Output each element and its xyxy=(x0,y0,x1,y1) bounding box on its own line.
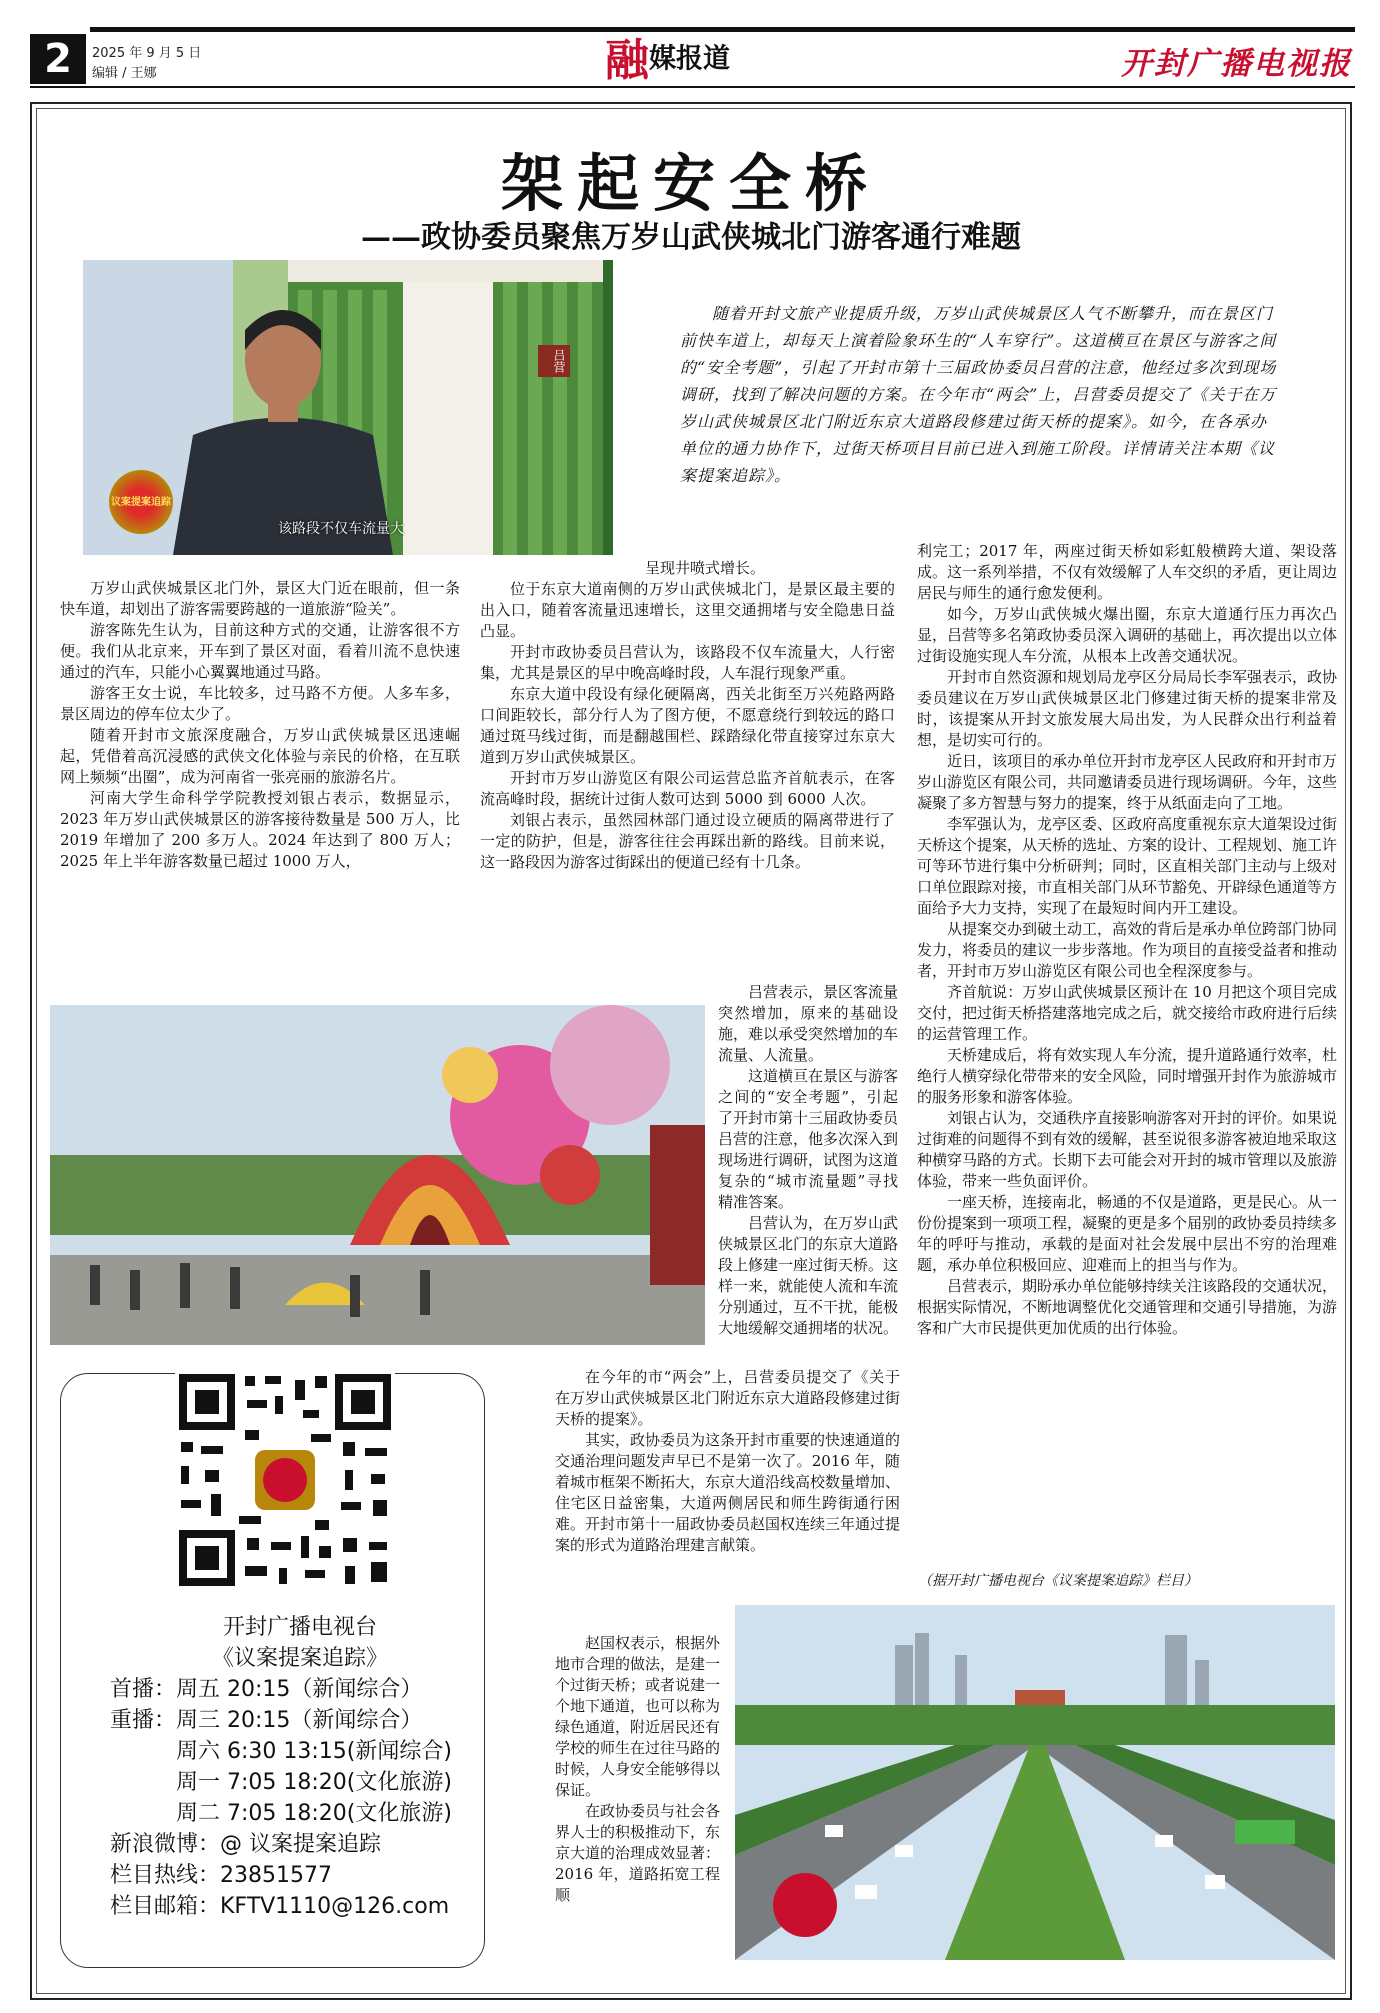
column-title xyxy=(605,24,765,86)
header-rule-bottom xyxy=(30,86,1355,88)
portrait-photo xyxy=(83,260,613,555)
paragraph: 呈现井喷式增长。 xyxy=(645,559,766,577)
editor-credit: 编辑 / 王娜 xyxy=(92,66,157,81)
issue-date: 2025 年 9 月 5 日 xyxy=(92,46,202,61)
paragraph: 一座天桥，连接南北，畅通的不仅是道路，更是民心。从一份份提案到一项项工程，凝聚的更是多个届别的政协委员持续多年的呼吁与推动，承载的是面对社会发展中层出不穷的治理难题，承办单位积极回应、迎难而上的担当与作为。 xyxy=(917,1193,1338,1274)
paragraph: 从提案交办到破土动工，高效的背后是承办单位跨部门协同发力，将委员的建议一步步落地。作为项目的直接受益者和推动者，开封市万岁山游览区有限公司也全程深度参与。 xyxy=(917,920,1338,980)
paragraph: 吕营认为，在万岁山武侠城景区北门的东京大道路段上修建一座过街天桥。这样一来，就能使人流和车流分别通过，互不干扰，能极大地缓解交通拥堵的状况。 xyxy=(718,1214,899,1337)
source-credit: （据开封广播电视台《议案提案追踪》栏目） xyxy=(918,1573,1198,1589)
subheadline: ——政协委员聚焦万岁山武侠城北门游客通行难题 xyxy=(361,220,1021,255)
road-photo-art xyxy=(735,1605,1335,1960)
paragraph: 利完工；2017 年，两座过街天桥如彩虹般横跨大道、架设落成。这一系列举措，不仅有效缓解了人车交织的矛盾，更让周边居民与师生的通行愈发便利。 xyxy=(917,542,1338,602)
paragraph: 东京大道中段设有绿化硬隔离，西关北街至万兴苑路两路口间距较长，部分行人为了图方便，不愿意绕行到较远的路口通过斑马线过街，而是翻越围栏、踩踏绿化带直接穿过东京大道到万岁山武侠城景区。 xyxy=(480,685,895,766)
qr-code-art xyxy=(175,1370,395,1590)
paragraph: 吕营表示，期盼承办单位能够持续关注该路段的交通状况，根据实际情况，不断地调整优化交通管理和交通引导措施，为游客和广大市民提供更加优质的出行体验。 xyxy=(917,1277,1338,1337)
column-2-narrow xyxy=(555,1633,720,1906)
paragraph: 位于东京大道南侧的万岁山武侠城北门，是景区最主要的出入口，随着客流量迅速增长，这里交通拥堵与安全隐患日益凸显。 xyxy=(480,580,895,640)
paragraph: 万岁山武侠城景区北门外，景区大门近在眼前，但一条快车道，却划出了游客需要跨越的一道旅游“险关”。 xyxy=(60,579,460,618)
paragraph: 刘银占认为，交通秩序直接影响游客对开封的评价。如果说过街难的问题得不到有效的缓解，甚至说很多游客被迫地采取这种横穿马路的方式。长期下去可能会对开封的城市管理以及旅游体验，带来一些负面评价。 xyxy=(917,1109,1338,1190)
paragraph: 这道横亘在景区与游客之间的“安全考题”，引起了开封市第十三届政协委员吕营的注意，他多次深入到现场进行调研，试图为这道复杂的“城市流量题”寻找精准答案。 xyxy=(718,1067,899,1211)
intro-text: 随着开封文旅产业提质升级，万岁山武侠城景区人气不断攀升，而在景区门前快车道上，却每天上演着险象环生的“人车穿行”。这道横亘在景区与游客之间的“安全考题”，引起了开封市第十三届政协委员吕营的注意，他经过多次到现场调研，找到了解决问题的方案。在今年市“两会”上，吕营委员提交了《关于在万岁山武侠城景区北门附近东京大道路段修建过街天桥的提案》。如今，在各承办单位的通力协作下，过街天桥项目目前已进入到施工阶段。详情请关注本期《议案提案追踪》。 xyxy=(680,304,1277,485)
paragraph: 吕营表示，景区客流量突然增加，原来的基础设施，难以承受突然增加的车流量、人流量。 xyxy=(718,983,899,1064)
newspaper-logo: 开封广播电视报 xyxy=(1121,46,1352,82)
paragraph: 开封市万岁山游览区有限公司运营总监齐首航表示，在客流高峰时段，据统计过街人数可达到 5000 到 6000 人次。 xyxy=(480,769,895,808)
weibo-account: 新浪微博：@ 议案提案追踪 xyxy=(110,1832,381,1857)
column-2-bottom xyxy=(555,1367,900,1556)
rerun-time: 周六 6:30 13:15(新闻综合) xyxy=(176,1739,452,1764)
program-schedule xyxy=(110,1612,490,1922)
program-badge-text: 议案提案追踪 xyxy=(111,497,171,508)
rerun-time: 周一 7:05 18:20(文化旅游) xyxy=(176,1770,452,1795)
column-1 xyxy=(60,578,460,872)
premiere-time: 首播：周五 20:15（新闻综合） xyxy=(110,1677,423,1702)
rerun-time: 周二 7:05 18:20(文化旅游) xyxy=(176,1801,452,1826)
paragraph: 其实，政协委员为这条开封市重要的快速通道的交通治理问题发声早已不是第一次了。2016 年，随着城市框架不断拓大，东京大道沿线高校数量增加、住宅区日益密集，大道两侧居民和师生跨街通行困难。开封市第十一届政协委员赵国权连续三年通过提案的形式为道路治理建言献策。 xyxy=(555,1431,901,1554)
paragraph: 游客王女士说，车比较多，过马路不方便。人多车多，景区周边的停车位太少了。 xyxy=(60,684,460,723)
paragraph: 如今，万岁山武侠城火爆出圈，东京大道通行压力再次凸显，吕营等多名第政协委员深入调研的基础上，再次提出以立体过街设施实现人车分流，从根本上改善交通状况。 xyxy=(917,605,1338,665)
page-number: 2 xyxy=(30,34,86,84)
column-2-middle xyxy=(718,982,898,1339)
paragraph: 开封市自然资源和规划局龙亭区分局局长李军强表示，政协委员建议在万岁山武侠城景区北门修建过街天桥的提案非常及时，该提案从开封文旅发展大局出发，为人民群众出行利益着想，是切实可行的。 xyxy=(917,668,1338,749)
program-badge-icon xyxy=(109,470,173,534)
paragraph: 近日，该项目的承办单位开封市龙亭区人民政府和开封市万岁山游览区有限公司，共同邀请委员进行现场调研。今年，这些凝聚了多方智慧与努力的提案，终于从纸面走向了工地。 xyxy=(917,752,1338,812)
rerun-time: 重播：周三 20:15（新闻综合） xyxy=(110,1708,423,1733)
paragraph: 刘银占表示，虽然园林部门通过设立硬质的隔离带进行了一定的防护，但是，游客往往会再踩出新的路线。目前来说，这一路段因为游客过街踩出的便道已经有十几条。 xyxy=(480,811,895,871)
intro-paragraph xyxy=(680,300,1280,489)
paragraph: 游客陈先生认为，目前这种方式的交通，让游客很不方便。我们从北京来，开车到了景区对面，看着川流不息快速通过的汽车，只能小心翼翼地通过马路。 xyxy=(60,621,460,681)
paragraph: 河南大学生命科学学院教授刘银占表示，数据显示，2023 年万岁山武侠城景区的游客接待数量是 500 万人，比 2019 年增加了 200 多万人。2024 年达到了 800 万人；2025 年上半年游客数量已超过 1000 万人， xyxy=(60,789,460,870)
email-address[interactable]: 栏目邮箱：KFTV1110@126.com xyxy=(110,1894,450,1919)
column-title-big: 融 xyxy=(605,35,649,86)
station-name: 开封广播电视台 xyxy=(222,1615,377,1640)
qr-code-icon[interactable] xyxy=(175,1370,395,1590)
paragraph: 赵国权表示，根据外地市合理的做法，是建一个过街天桥；或者说建一个地下通道，也可以称为绿色通道，附近居民还有学校的师生在过往马路的时候，人身安全能够得以保证。 xyxy=(555,1634,721,1799)
road-photo xyxy=(735,1605,1335,1960)
paragraph: 在今年的市“两会”上，吕营委员提交了《关于在万岁山武侠城景区北门附近东京大道路段修建过街天桥的提案》。 xyxy=(555,1368,901,1428)
paragraph: 在政协委员与社会各界人士的积极推动下，东京大道的治理成效显著：2016 年，道路拓宽工程顺 xyxy=(555,1802,721,1904)
column-2-top xyxy=(480,558,895,873)
portrait-nameplate: 吕营 xyxy=(538,345,570,377)
headline: 架起安全桥 xyxy=(500,147,881,220)
paragraph: 随着开封市文旅深度融合，万岁山武侠城景区迅速崛起，凭借着高沉浸感的武侠文化体验与亲民的价格，在互联网上频频“出圈”，成为河南省一张亮丽的旅游名片。 xyxy=(60,726,460,786)
scenic-gate-photo-art xyxy=(50,1005,705,1345)
paragraph: 齐首航说：万岁山武侠城景区预计在 10 月把这个项目完成交付，把过街天桥搭建落地完成之后，就交接给市政府进行后续的运营管理工作。 xyxy=(917,983,1338,1043)
paragraph: 李军强认为，龙亭区委、区政府高度重视东京大道架设过街天桥这个提案，从天桥的选址、方案的设计、工程规划、施工许可等环节进行集中分析研判；同时，区直相关部门主动与上级对口单位跟踪对接，市直相关部门从环节豁免、开辟绿色通道等方面给予大力支持，实现了在最短时间内开工建设。 xyxy=(917,815,1338,917)
column-3 xyxy=(917,541,1337,1339)
column-title-small: 媒报道 xyxy=(649,43,730,75)
paragraph: 天桥建成后，将有效实现人车分流，提升道路通行效率，杜绝行人横穿绿化带带来的安全风险，同时增强开封作为旅游城市的服务形象和游客体验。 xyxy=(917,1046,1338,1106)
paragraph: 开封市政协委员吕营认为，该路段不仅车流量大，人行密集，尤其是景区的早中晚高峰时段，人车混行现象严重。 xyxy=(480,643,895,682)
scenic-gate-photo xyxy=(50,1005,705,1345)
program-name: 《议案提案追踪》 xyxy=(211,1646,388,1671)
portrait-subtitle: 该路段不仅车流量大 xyxy=(278,521,404,537)
hotline: 栏目热线：23851577 xyxy=(110,1863,332,1888)
